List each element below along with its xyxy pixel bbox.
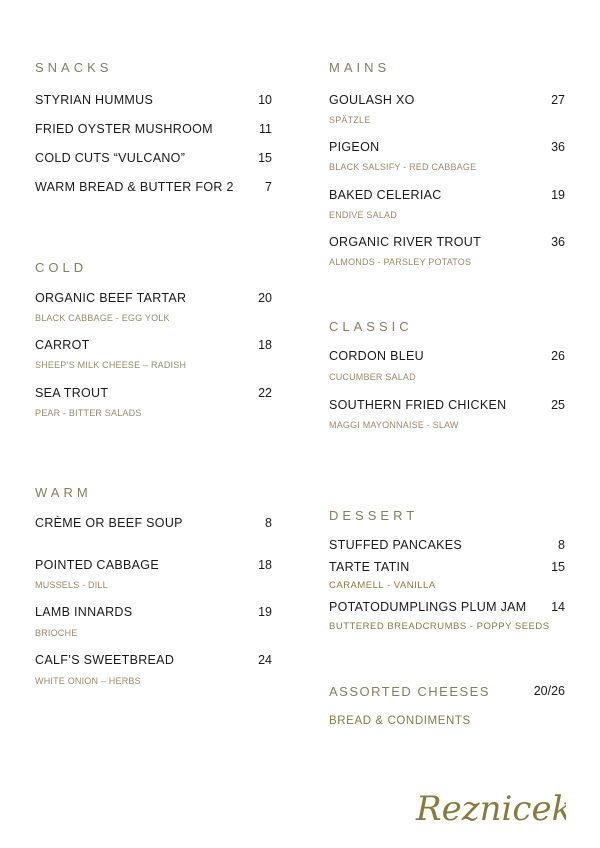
- item-price: 25: [551, 398, 565, 412]
- item-price: 24: [258, 653, 272, 667]
- menu-item: [329, 188, 565, 206]
- section-title-dessert: DESSERT: [329, 508, 419, 523]
- item-name: ORGANIC BEEF TARTAR: [35, 291, 187, 305]
- item-name: GOULASH XO: [329, 93, 415, 107]
- item-price: 27: [551, 93, 565, 107]
- item-name: PIGEON: [329, 140, 380, 154]
- item-name: CORDON BLEU: [329, 349, 424, 363]
- menu-item: [35, 653, 272, 671]
- item-description: BLACK SALSIFY - RED CABBAGE: [329, 162, 477, 172]
- menu-item: [35, 516, 272, 534]
- item-name: FRIED OYSTER MUSHROOM: [35, 122, 213, 136]
- item-description: BLACK CABBAGE - EGG YOLK: [35, 313, 170, 323]
- item-price: 19: [258, 605, 272, 619]
- menu-item: [35, 558, 272, 576]
- item-price: 14: [551, 600, 565, 614]
- menu-item: [35, 122, 272, 140]
- item-description: PEAR - BITTER SALADS: [35, 408, 142, 418]
- item-price: 11: [259, 122, 272, 136]
- item-description: CUCUMBER SALAD: [329, 372, 416, 382]
- menu-item: [35, 338, 272, 356]
- item-price: 7: [265, 180, 272, 194]
- menu-item: [35, 180, 272, 198]
- item-name: CARROT: [35, 338, 90, 352]
- item-name: COLD CUTS “VULCANO”: [35, 151, 186, 165]
- item-price: 15: [258, 151, 272, 165]
- item-description: SHEEP’S MILK CHEESE – RADISH: [35, 360, 187, 370]
- menu-item: [35, 291, 272, 309]
- item-name: BAKED CELERIAC: [329, 188, 442, 202]
- item-name: ORGANIC RIVER TROUT: [329, 235, 482, 249]
- item-price: 20: [258, 291, 272, 305]
- menu-item: [329, 235, 565, 253]
- logo-text: Reznicek: [416, 789, 566, 829]
- item-description: CARAMELL - VANILLA: [329, 580, 436, 591]
- item-description: ALMONDS - PARSLEY POTATOS: [329, 257, 472, 267]
- section-title-mains: MAINS: [329, 60, 391, 75]
- menu-item: [35, 93, 272, 111]
- menu-item: [35, 386, 272, 404]
- item-name: LAMB INNARDS: [35, 605, 133, 619]
- item-price: 18: [258, 558, 272, 572]
- menu-item: [329, 140, 565, 158]
- item-description: MAGGI MAYONNAISE - SLAW: [329, 420, 459, 430]
- menu-item: [329, 560, 565, 578]
- cheeses-price: 20/26: [533, 684, 565, 698]
- item-price: 19: [551, 188, 565, 202]
- cheeses-subtitle: BREAD & CONDIMENTS: [329, 715, 471, 727]
- item-name: POTATODUMPLINGS PLUM JAM: [329, 600, 527, 614]
- item-name: SOUTHERN FRIED CHICKEN: [329, 398, 507, 412]
- cheeses-title: ASSORTED CHEESES: [329, 684, 491, 699]
- item-description: BUTTERED BREADCRUMBS - POPPY SEEDS: [329, 621, 550, 632]
- item-price: 8: [265, 516, 272, 530]
- item-name: SEA TROUT: [35, 386, 109, 400]
- section-title-warm: WARM: [35, 485, 92, 500]
- item-name: CRÈME OR BEEF SOUP: [35, 516, 183, 530]
- item-description: WHITE ONION – HERBS: [35, 676, 141, 686]
- item-description: SPÄTZLE: [329, 115, 371, 125]
- item-description: BRIOCHE: [35, 628, 78, 638]
- item-price: 18: [258, 338, 272, 352]
- item-name: CALF’S SWEETBREAD: [35, 653, 175, 667]
- item-name: STYRIAN HUMMUS: [35, 93, 154, 107]
- menu-item: [329, 600, 565, 618]
- item-name: TARTE TATIN: [329, 560, 410, 574]
- menu-item: [35, 151, 272, 169]
- brand-logo-wordmark: [414, 782, 566, 832]
- item-description: ENDIVE SALAD: [329, 210, 397, 220]
- item-price: 36: [551, 235, 565, 249]
- item-price: 36: [551, 140, 565, 154]
- menu-item: [35, 605, 272, 623]
- menu-item: [329, 349, 565, 367]
- item-name: WARM BREAD & BUTTER FOR 2: [35, 180, 234, 194]
- item-price: 22: [258, 386, 272, 400]
- brand-logo: [414, 782, 566, 832]
- section-title-snacks: SNACKS: [35, 60, 113, 75]
- item-price: 15: [551, 560, 565, 574]
- item-price: 10: [258, 93, 272, 107]
- item-price: 8: [558, 538, 565, 552]
- section-title-cold: COLD: [35, 260, 88, 275]
- menu-item: [329, 93, 565, 111]
- item-price: 26: [551, 349, 565, 363]
- item-name: POINTED CABBAGE: [35, 558, 159, 572]
- item-name: STUFFED PANCAKES: [329, 538, 463, 552]
- menu-item: [329, 398, 565, 416]
- section-title-classic: CLASSIC: [329, 319, 413, 334]
- menu-item: [329, 538, 565, 556]
- item-description: MUSSELS - DILL: [35, 580, 108, 590]
